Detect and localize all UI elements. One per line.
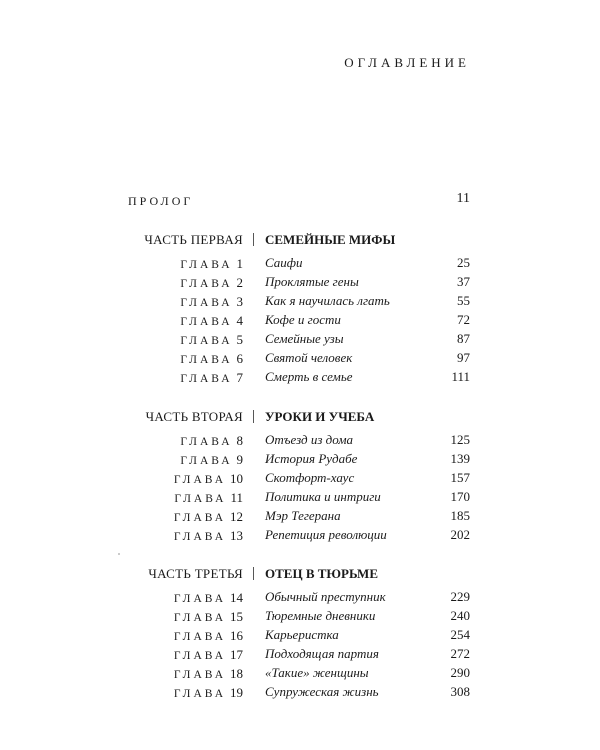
chapter-page-number: 97 [457, 350, 470, 365]
chapter-number: 15 [230, 609, 243, 624]
chapter-row [0, 528, 600, 547]
part-separator: | [252, 565, 256, 581]
chapter-word: ГЛАВА [180, 455, 233, 467]
chapter-word: ГЛАВА [180, 259, 233, 271]
chapter-title: Смерть в семье [265, 369, 353, 384]
chapter-label [174, 471, 243, 487]
chapter-row [0, 370, 600, 389]
chapter-label [180, 332, 243, 348]
chapter-page-number: 87 [457, 331, 470, 346]
chapter-title: Карьеристка [265, 627, 339, 642]
part-title: СЕМЕЙНЫЕ МИФЫ [265, 232, 396, 247]
chapter-label [180, 275, 243, 291]
chapter-page-number: 290 [450, 665, 470, 680]
chapter-page-number: 240 [450, 608, 470, 623]
chapter-number: 1 [236, 256, 243, 271]
part-separator: | [252, 231, 256, 247]
chapter-word: ГЛАВА [173, 612, 226, 624]
chapter-number: 7 [236, 370, 243, 385]
chapter-title: Как я научилась лгать [265, 293, 390, 308]
chapter-title: Обычный преступник [265, 589, 386, 604]
chapter-label [174, 590, 243, 606]
chapter-page-number: 25 [457, 255, 470, 270]
chapter-number: 3 [236, 294, 243, 309]
chapter-row [0, 256, 600, 275]
chapter-label [180, 433, 243, 449]
chapter-page-number: 72 [457, 312, 470, 327]
chapter-number: 13 [230, 528, 243, 543]
part-label: ЧАСТЬ ПЕРВАЯ [144, 232, 243, 247]
chapter-row [0, 351, 600, 370]
chapter-page-number: 170 [450, 489, 470, 504]
chapter-word: ГЛАВА [180, 297, 233, 309]
chapter-row [0, 490, 600, 509]
chapter-row [0, 294, 600, 313]
chapter-label [180, 294, 243, 310]
chapter-label [174, 528, 243, 544]
chapter-row [0, 628, 600, 647]
chapter-label [180, 256, 243, 272]
chapter-number: 6 [236, 351, 243, 366]
chapter-row [0, 275, 600, 294]
chapter-label [180, 370, 243, 386]
chapter-word: ГЛАВА [180, 316, 233, 328]
chapter-page-number: 272 [450, 646, 470, 661]
chapter-page-number: 111 [451, 369, 470, 384]
part-separator: | [252, 408, 256, 424]
chapter-row [0, 685, 600, 704]
chapter-title: Тюремные дневники [265, 608, 376, 623]
chapter-page-number: 37 [457, 274, 470, 289]
chapter-word: ГЛАВА [180, 436, 233, 448]
chapter-title: Политика и интриги [265, 489, 381, 504]
chapter-label [174, 666, 243, 682]
chapter-title: История Рудабе [265, 451, 358, 466]
chapter-label [174, 509, 243, 525]
chapter-number: 10 [230, 471, 243, 486]
chapter-number: 14 [230, 590, 243, 605]
part-label: ЧАСТЬ ВТОРАЯ [145, 409, 243, 424]
chapter-row [0, 433, 600, 452]
chapter-list [0, 256, 600, 389]
chapter-label [174, 685, 243, 701]
chapter-title: Репетиция революции [265, 527, 387, 542]
chapter-page-number: 185 [450, 508, 470, 523]
part-heading [0, 232, 600, 254]
chapter-page-number: 139 [450, 451, 470, 466]
chapter-number: 11 [230, 490, 243, 505]
chapter-word: ГЛАВА [173, 512, 226, 524]
chapter-number: 9 [236, 452, 243, 467]
chapter-word: ГЛАВА [173, 650, 226, 662]
chapter-number: 16 [230, 628, 243, 643]
chapter-number: 8 [236, 433, 243, 448]
part-title: ОТЕЦ В ТЮРЬМЕ [265, 566, 379, 581]
chapter-label [174, 609, 243, 625]
chapter-label [174, 490, 243, 506]
chapter-number: 12 [230, 509, 243, 524]
chapter-word: ГЛАВА [173, 631, 226, 643]
chapter-label [174, 647, 243, 663]
chapter-page-number: 254 [450, 627, 470, 642]
chapter-word: ГЛАВА [173, 531, 226, 543]
chapter-title: Саифи [265, 255, 303, 270]
chapter-number: 5 [236, 332, 243, 347]
chapter-number: 18 [230, 666, 243, 681]
part-title: УРОКИ И УЧЕБА [265, 409, 375, 424]
chapter-title: Отъезд из дома [265, 432, 354, 447]
chapter-row [0, 452, 600, 471]
chapter-title: Подходящая партия [265, 646, 379, 661]
part-heading [0, 409, 600, 431]
chapter-row [0, 590, 600, 609]
chapter-row [0, 471, 600, 490]
chapter-label [180, 313, 243, 329]
chapter-label [180, 351, 243, 367]
chapter-row [0, 509, 600, 528]
chapter-word: ГЛАВА [180, 278, 233, 290]
chapter-title: Мэр Тегерана [265, 508, 341, 523]
chapter-title: Супружеская жизнь [265, 684, 379, 699]
chapter-word: ГЛАВА [180, 335, 233, 347]
chapter-number: 2 [236, 275, 243, 290]
chapter-row [0, 332, 600, 351]
chapter-title: Семейные узы [265, 331, 344, 346]
chapter-row [0, 609, 600, 628]
page-title: ОГЛАВЛЕНИЕ [344, 55, 470, 70]
chapter-page-number: 229 [450, 589, 470, 604]
chapter-page-number: 308 [450, 684, 470, 699]
part-label: ЧАСТЬ ТРЕТЬЯ [148, 566, 243, 581]
chapter-list [0, 590, 600, 704]
chapter-row [0, 313, 600, 332]
chapter-number: 19 [230, 685, 243, 700]
chapter-label [174, 628, 243, 644]
chapter-number: 17 [230, 647, 243, 662]
chapter-list [0, 433, 600, 547]
chapter-word: ГЛАВА [173, 593, 226, 605]
chapter-word: ГЛАВА [174, 493, 227, 505]
chapter-title: Кофе и гости [265, 312, 341, 327]
chapter-page-number: 125 [450, 432, 470, 447]
chapter-title: Скотфорт-хаус [265, 470, 355, 485]
chapter-row [0, 666, 600, 685]
scan-speck [118, 553, 120, 555]
chapter-page-number: 157 [450, 470, 470, 485]
chapter-word: ГЛАВА [173, 669, 226, 681]
chapter-title: Проклятые гены [265, 274, 359, 289]
chapter-word: ГЛАВА [173, 688, 226, 700]
prolog-label: ПРОЛОГ [128, 194, 194, 208]
chapter-word: ГЛАВА [180, 373, 233, 385]
chapter-title: Святой человек [265, 350, 353, 365]
prolog-page-number: 11 [456, 191, 470, 206]
chapter-word: ГЛАВА [180, 354, 233, 366]
chapter-word: ГЛАВА [173, 474, 226, 486]
chapter-row [0, 647, 600, 666]
chapter-page-number: 202 [450, 527, 470, 542]
chapter-title: «Такие» женщины [265, 665, 369, 680]
chapter-page-number: 55 [457, 293, 470, 308]
part-heading [0, 566, 600, 588]
chapter-number: 4 [236, 313, 243, 328]
chapter-label [180, 452, 243, 468]
